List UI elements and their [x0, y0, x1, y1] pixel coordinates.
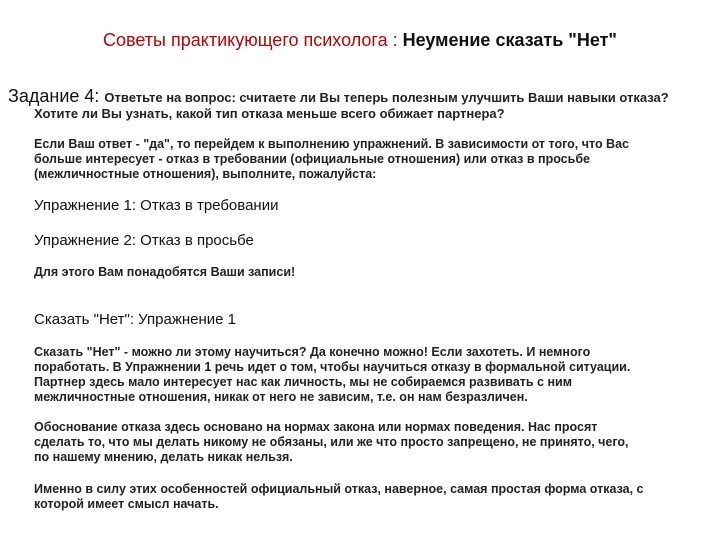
page-title	[0, 30, 720, 51]
paragraph-1: Сказать "Нет" - можно ли этому научиться? Да конечно можно! Если захотеть. И немного поработать. В Упражнении 1 речь идет о том, чтобы научиться отказу в формальной ситуации. Партнер здесь мало интересует нас как личность, мы не собираемся развивать с ним межличностные отношения, никак от него не зависим, т.е. он нам безразличен.	[34, 345, 631, 404]
task-question: Ответьте на вопрос: считаете ли Вы теперь полезным улучшить Ваши навыки отказа?	[104, 90, 669, 105]
task-question-2: Хотите ли Вы узнать, какой тип отказа меньше всего обижает партнера?	[34, 106, 505, 121]
exercise-1-heading: Упражнение 1: Отказ в требовании	[34, 197, 279, 214]
task-label: Задание 4:	[8, 86, 105, 106]
task-line	[8, 86, 669, 107]
paragraph-2: Обоснование отказа здесь основано на нормах закона или нормах поведения. Нас просят сделать то, что мы делать никому не обязаны, или же что просто запрещено, не принято, чего, по нашему мнению, делать никак нельзя.	[34, 420, 629, 464]
notes-line: Для этого Вам понадобятся Ваши записи!	[34, 265, 296, 279]
exercise-2-heading: Упражнение 2: Отказ в просьбе	[34, 232, 254, 249]
title-topic: Советы практикующего психолога :	[103, 30, 403, 50]
paragraph-3: Именно в силу этих особенностей официальный отказ, наверное, самая простая форма отказа, с которой имеет смысл начать.	[34, 482, 644, 511]
title-subject: Неумение сказать "Нет"	[402, 30, 617, 50]
intro-paragraph: Если Ваш ответ - "да", то перейдем к выполнению упражнений. В зависимости от того, что Вас больше интересует - отказ в требовании (официальные отношения) или отказ в просьбе (межличностные отношения), выполните, пожалуйста:	[34, 137, 629, 181]
section-title: Сказать "Нет": Упражнение 1	[34, 311, 237, 328]
